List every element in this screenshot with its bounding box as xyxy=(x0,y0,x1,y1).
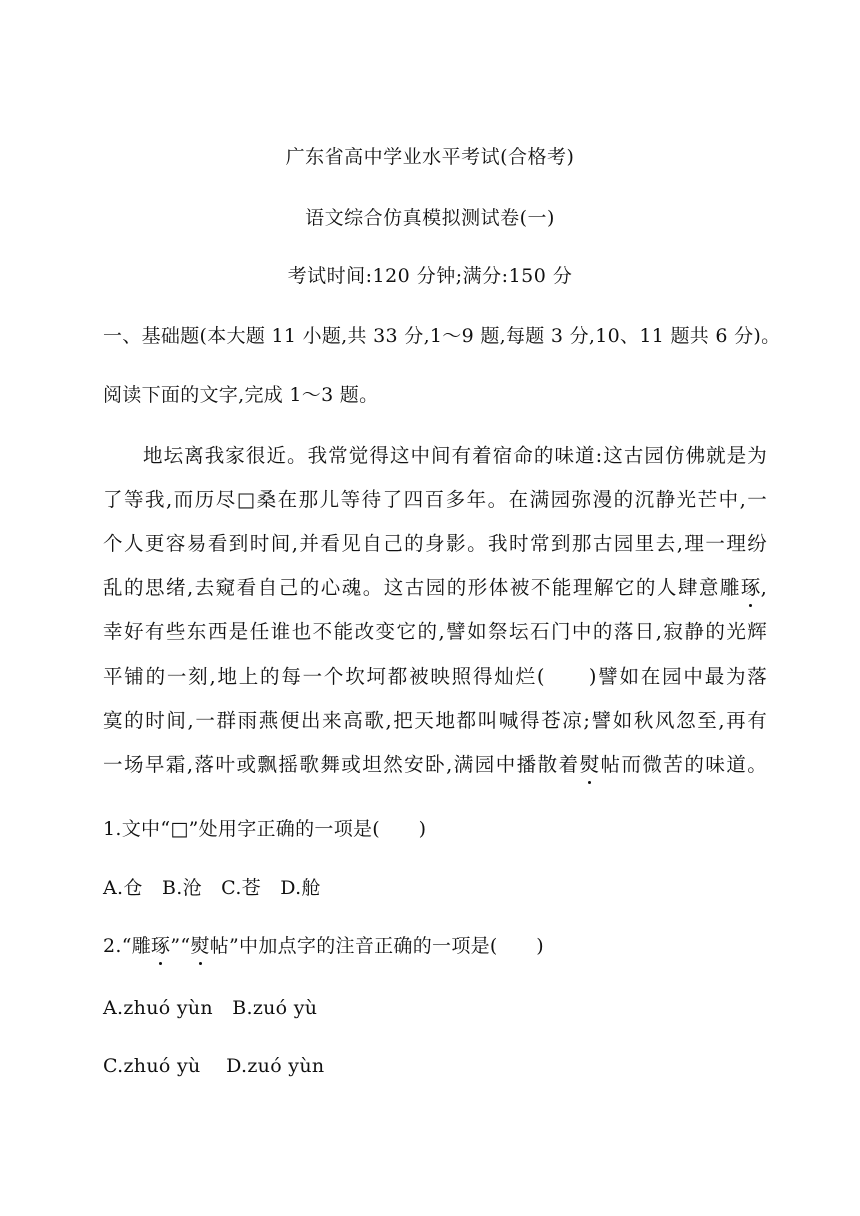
exam-subtitle: 语文综合仿真模拟测试卷(一) xyxy=(305,207,555,229)
exam-title: 广东省高中学业水平考试(合格考) xyxy=(285,146,575,168)
question-text: 2.“雕 xyxy=(103,935,152,957)
dotted-char: 熨 xyxy=(580,749,600,777)
passage-line xyxy=(103,749,767,777)
passage-line: 地坛离我家很近。我常觉得这中间有着宿命的味道:这古园仿佛就是为 xyxy=(143,444,767,467)
passage-text: , xyxy=(760,576,767,599)
passage-text: 乱的思绪,去窥看自己的心魂。这古园的形体被不能理解它的人肆意雕 xyxy=(103,576,741,599)
dotted-char: 熨 xyxy=(190,931,209,958)
passage-text: 一场早霜,落叶或飘摇歌舞或坦然安卧,满园中播散着 xyxy=(103,753,580,776)
reading-instruction: 阅读下面的文字,完成 1～3 题。 xyxy=(103,384,379,406)
question-text: ”“ xyxy=(170,935,191,957)
passage-line: 平铺的一刻,地上的每一个坎坷都被映照得灿烂( )譬如在园中最为落 xyxy=(103,665,767,688)
passage-line: 幸好有些东西是任谁也不能改变它的,譬如祭坛石门中的落日,寂静的光辉 xyxy=(103,620,767,643)
passage-line: 了等我,而历尽□桑在那儿等待了四百多年。在满园弥漫的沉静光芒中,一 xyxy=(103,488,767,511)
passage-line: 个人更容易看到时间,并看见自己的身影。我时常到那古园里去,理一理纷 xyxy=(103,532,767,555)
question-2-options-row1: A.zhuó yùn B.zuó yù xyxy=(103,997,318,1019)
dotted-char: 琢 xyxy=(741,572,761,600)
question-2-stem xyxy=(103,931,544,958)
passage-text: 帖而微苦的味道。 xyxy=(599,753,767,776)
question-1-stem: 1.文中“□”处用字正确的一项是( ) xyxy=(103,818,427,840)
dotted-char: 琢 xyxy=(151,931,170,958)
question-1-options: A.仓 B.沧 C.苍 D.舱 xyxy=(103,877,321,899)
passage-line: 寞的时间,一群雨燕便出来高歌,把天地都叫喊得苍凉;譬如秋风忽至,再有 xyxy=(103,709,767,732)
question-2-options-row2: C.zhuó yù D.zuó yùn xyxy=(103,1055,325,1077)
section-heading: 一、基础题(本大题 11 小题,共 33 分,1～9 题,每题 3 分,10、11 题共 6 分)。 xyxy=(103,325,781,347)
question-text: 帖”中加点字的注音正确的一项是( ) xyxy=(209,935,544,957)
passage-line xyxy=(103,572,767,600)
exam-info: 考试时间:120 分钟;满分:150 分 xyxy=(287,265,573,287)
